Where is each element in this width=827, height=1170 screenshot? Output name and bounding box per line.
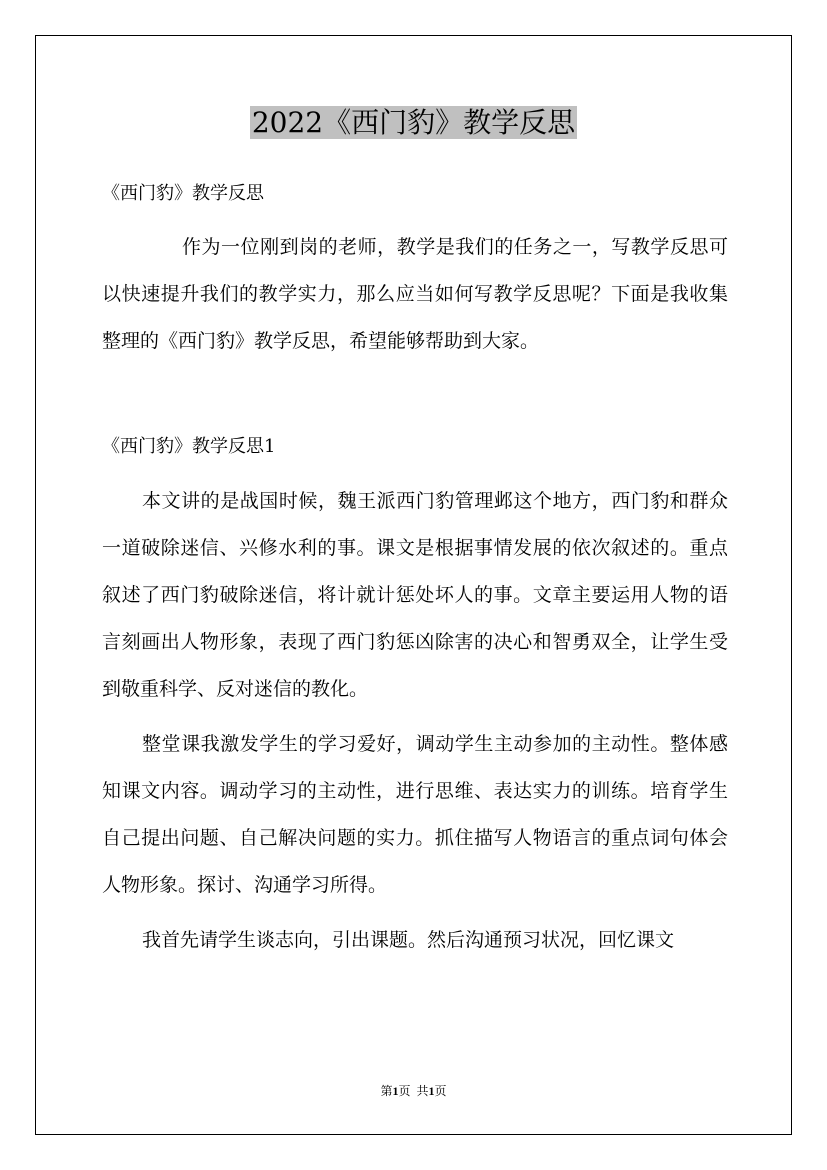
body-paragraph: 我首先请学生谈志向，引出课题。然后沟通预习状况，回忆课文	[142, 929, 675, 951]
page-total: 1	[428, 1084, 435, 1098]
intro-paragraph: 作为一位刚到岗的老师，教学是我们的任务之一，写教学反思可以快速提升我们的教学实力，那么应当如何写教学反思呢？下面是我收集整理的《西门豹》教学反思，希望能够帮助到大家。	[102, 236, 728, 352]
body-paragraph: 本文讲的是战国时候，魏王派西门豹管理邺这个地方，西门豹和群众一道破除迷信、兴修水利的事。课文是根据事情发展的依次叙述的。重点叙述了西门豹破除迷信，将计就计惩处坏人的事。文章主要运用人物的语言刻画出人物形象，表现了西门豹惩凶除害的决心和智勇双全，让学生受到敬重科学、反对迷信的教化。	[102, 490, 728, 700]
total-suffix: 页	[434, 1084, 447, 1098]
page-suffix: 页	[398, 1084, 411, 1098]
document-title-wrapper	[0, 103, 827, 143]
document-body	[102, 170, 728, 964]
body-paragraph: 整堂课我激发学生的学习爱好，调动学生主动参加的主动性。整体感知课文内容。调动学习的主动性，进行思维、表达实力的训练。培育学生自己提出问题、自己解决问题的实力。抓住描写人物语言的重点词句体会人物形象。探讨、沟通学习所得。	[102, 733, 728, 896]
document-subtitle: 《西门豹》教学反思	[102, 183, 264, 204]
document-title: 2022《西门豹》教学反思	[251, 106, 576, 139]
section-heading-1: 《西门豹》教学反思1	[102, 436, 276, 457]
page-current: 1	[392, 1084, 399, 1098]
page-prefix: 第	[380, 1084, 393, 1098]
total-prefix: 共	[416, 1084, 429, 1098]
page-footer	[0, 1083, 827, 1099]
